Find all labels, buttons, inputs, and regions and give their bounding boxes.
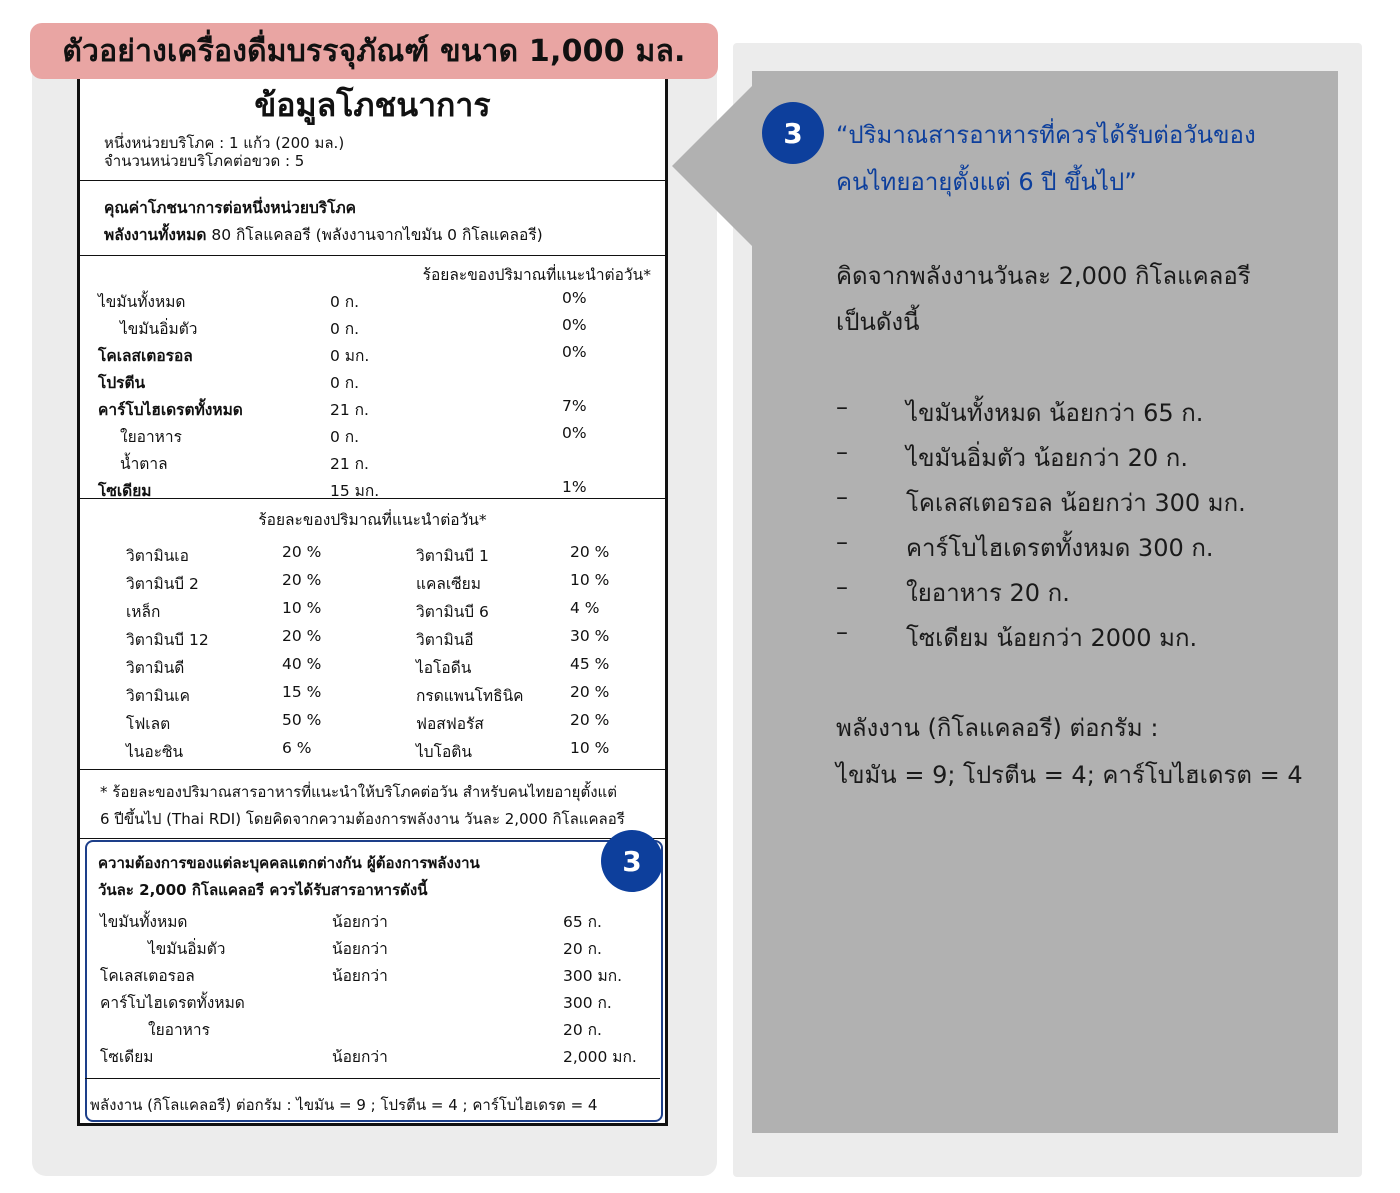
nutrient-name: โซเดียม xyxy=(98,482,152,500)
vitamin-name: โฟเลต xyxy=(126,715,171,733)
vitamin-pct: 10 % xyxy=(570,571,610,589)
nutrient-pct: 1% xyxy=(562,478,587,496)
divider xyxy=(85,1078,660,1079)
footnote-line-2: 6 ปีขึ้นไป (Thai RDI) โดยคิดจากความต้องการพลังงาน วันละ 2,000 กิโลแคลอรี xyxy=(100,810,625,828)
need-name: ใยอาหาร xyxy=(148,1021,210,1039)
nutrition-label xyxy=(77,78,668,1126)
vitamin-name: วิตามินบี 1 xyxy=(416,547,489,565)
need-amount: 65 ก. xyxy=(563,913,602,931)
need-name: ไขมันอิ่มตัว xyxy=(148,940,226,958)
need-name: คาร์โบไฮเดรตทั้งหมด xyxy=(100,994,245,1012)
nutrient-name: โคเลสเตอรอล xyxy=(98,347,193,365)
footnote-line-1: * ร้อยละของปริมาณสารอาหารที่แนะนำให้บริโภคต่อวัน สำหรับคนไทยอายุตั้งแต่ xyxy=(100,783,617,801)
vitamin-pct: 10 % xyxy=(570,739,610,757)
need-amount: 20 ก. xyxy=(563,1021,602,1039)
step-badge: 3 xyxy=(601,830,663,892)
energy-line-1: พลังงาน (กิโลแคลอรี) ต่อกรัม : xyxy=(836,714,1159,742)
list-item: โซเดียม น้อยกว่า 2000 มก. xyxy=(906,624,1198,652)
vitamin-name: กรดแพนโทธินิค xyxy=(416,687,524,705)
product-banner: ตัวอย่างเครื่องดื่มบรรจุภัณฑ์ ขนาด 1,000 มล. xyxy=(30,23,718,79)
nutrient-name: ไขมันทั้งหมด xyxy=(98,293,186,311)
nutrient-name: โปรตีน xyxy=(98,374,146,392)
vitamin-pct: 20 % xyxy=(570,543,610,561)
step-badge: 3 xyxy=(762,102,824,164)
needs-heading-line-1: ความต้องการของแต่ละบุคคลแตกต่างกัน ผู้ต้องการพลังงาน xyxy=(98,854,480,872)
vitamin-header: ร้อยละของปริมาณที่แนะนำต่อวัน* xyxy=(258,511,487,529)
nutrient-pct: 0% xyxy=(562,289,587,307)
need-name: ไขมันทั้งหมด xyxy=(100,913,188,931)
list-dash: – xyxy=(836,483,848,511)
energy-label: พลังงานทั้งหมด xyxy=(104,226,207,244)
list-dash: – xyxy=(836,393,848,421)
list-item: โคเลสเตอรอล น้อยกว่า 300 มก. xyxy=(906,489,1246,517)
vitamin-name: ไอโอดีน xyxy=(416,659,472,677)
energy-value: 80 กิโลแคลอรี (พลังงานจากไขมัน 0 กิโลแคลอรี) xyxy=(211,226,543,244)
nutrient-pct: 0% xyxy=(562,424,587,442)
list-item: ใยอาหาร 20 ก. xyxy=(906,579,1070,607)
need-amount: 300 ก. xyxy=(563,994,612,1012)
per-serving-heading: คุณค่าโภชนาการต่อหนึ่งหน่วยบริโภค xyxy=(104,199,357,217)
nutrient-name: ใยอาหาร xyxy=(120,428,182,446)
basis-line-2: เป็นดังนี้ xyxy=(836,308,920,336)
list-dash: – xyxy=(836,573,848,601)
need-amount: 2,000 มก. xyxy=(563,1048,637,1066)
vitamin-pct: 10 % xyxy=(282,599,322,617)
vitamin-pct: 15 % xyxy=(282,683,322,701)
servings-per-container: จำนวนหน่วยบริโภคต่อขวด : 5 xyxy=(104,152,305,170)
nutrient-pct: 0% xyxy=(562,316,587,334)
quote-line-1: “ปริมาณสารอาหารที่ควรได้รับต่อวันของ xyxy=(836,121,1256,149)
list-dash: – xyxy=(836,528,848,556)
vitamin-pct: 20 % xyxy=(282,571,322,589)
divider xyxy=(80,255,665,256)
vitamin-pct: 40 % xyxy=(282,655,322,673)
label-title: ข้อมูลโภชนาการ xyxy=(254,86,491,124)
nutrient-amount: 21 ก. xyxy=(330,401,369,419)
need-qualifier: น้อยกว่า xyxy=(332,913,388,931)
callout-pointer xyxy=(672,84,754,248)
nutrient-pct: 7% xyxy=(562,397,587,415)
vitamin-pct: 50 % xyxy=(282,711,322,729)
list-item: คาร์โบไฮเดรตทั้งหมด 300 ก. xyxy=(906,534,1214,562)
vitamin-name: ฟอสฟอรัส xyxy=(416,715,484,733)
vitamin-name: แคลเซียม xyxy=(416,575,481,593)
vitamin-pct: 20 % xyxy=(570,683,610,701)
vitamin-name: เหล็ก xyxy=(126,603,161,621)
divider xyxy=(80,769,665,770)
need-qualifier: น้อยกว่า xyxy=(332,967,388,985)
list-dash: – xyxy=(836,618,848,646)
vitamin-name: วิตามินอี xyxy=(416,631,474,649)
nutrient-name: น้ำตาล xyxy=(120,455,168,473)
nutrient-amount: 0 ก. xyxy=(330,428,360,446)
nutrient-amount: 0 ก. xyxy=(330,374,360,392)
energy-row xyxy=(104,222,543,247)
vitamin-name: วิตามินเค xyxy=(126,687,190,705)
list-dash: – xyxy=(836,438,848,466)
list-item: ไขมันอิ่มตัว น้อยกว่า 20 ก. xyxy=(906,444,1188,472)
serving-size: หนึ่งหน่วยบริโภค : 1 แก้ว (200 มล.) xyxy=(104,134,345,152)
callout-quote xyxy=(836,112,1316,206)
vitamin-pct: 45 % xyxy=(570,655,610,673)
vitamin-pct: 20 % xyxy=(282,627,322,645)
divider xyxy=(80,498,665,499)
need-name: โคเลสเตอรอล xyxy=(100,967,195,985)
nutrient-amount: 21 ก. xyxy=(330,455,369,473)
need-amount: 20 ก. xyxy=(563,940,602,958)
basis-line-1: คิดจากพลังงานวันละ 2,000 กิโลแคลอรี xyxy=(836,262,1251,290)
divider xyxy=(80,180,665,181)
need-amount: 300 มก. xyxy=(563,967,623,985)
vitamin-pct: 30 % xyxy=(570,627,610,645)
nutrient-pct: 0% xyxy=(562,343,587,361)
need-qualifier: น้อยกว่า xyxy=(332,940,388,958)
need-qualifier: น้อยกว่า xyxy=(332,1048,388,1066)
vitamin-pct: 20 % xyxy=(570,711,610,729)
nutrient-amount: 0 ก. xyxy=(330,320,360,338)
vitamin-name: วิตามินบี 12 xyxy=(126,631,209,649)
vitamin-name: วิตามินบี 2 xyxy=(126,575,199,593)
energy-line-2: ไขมัน = 9; โปรตีน = 4; คาร์โบไฮเดรต = 4 xyxy=(836,761,1303,789)
nutrient-amount: 0 ก. xyxy=(330,293,360,311)
needs-heading-line-2: วันละ 2,000 กิโลแคลอรี ควรได้รับสารอาหารดังนี้ xyxy=(98,881,428,899)
vitamin-name: ไนอะซิน xyxy=(126,743,184,761)
pct-header: ร้อยละของปริมาณที่แนะนำต่อวัน* xyxy=(422,266,651,284)
vitamin-pct: 20 % xyxy=(282,543,322,561)
vitamin-pct: 6 % xyxy=(282,739,312,757)
energy-per-gram: พลังงาน (กิโลแคลอรี) ต่อกรัม : ไขมัน = 9 ; โปรตีน = 4 ; คาร์โบไฮเดรต = 4 xyxy=(90,1096,598,1114)
list-item: ไขมันทั้งหมด น้อยกว่า 65 ก. xyxy=(906,399,1204,427)
need-name: โซเดียม xyxy=(100,1048,154,1066)
divider xyxy=(80,838,665,839)
vitamin-name: ไบโอติน xyxy=(416,743,472,761)
nutrient-name: ไขมันอิ่มตัว xyxy=(120,320,198,338)
vitamin-name: วิตามินบี 6 xyxy=(416,603,489,621)
vitamin-pct: 4 % xyxy=(570,599,600,617)
quote-line-2: คนไทยอายุตั้งแต่ 6 ปี ขึ้นไป” xyxy=(836,168,1137,196)
serving-info xyxy=(104,134,344,170)
nutrient-name: คาร์โบไฮเดรตทั้งหมด xyxy=(98,401,243,419)
vitamin-name: วิตามินดี xyxy=(126,659,185,677)
nutrient-amount: 0 มก. xyxy=(330,347,370,365)
vitamin-name: วิตามินเอ xyxy=(126,547,189,565)
nutrient-amount: 15 มก. xyxy=(330,482,380,500)
